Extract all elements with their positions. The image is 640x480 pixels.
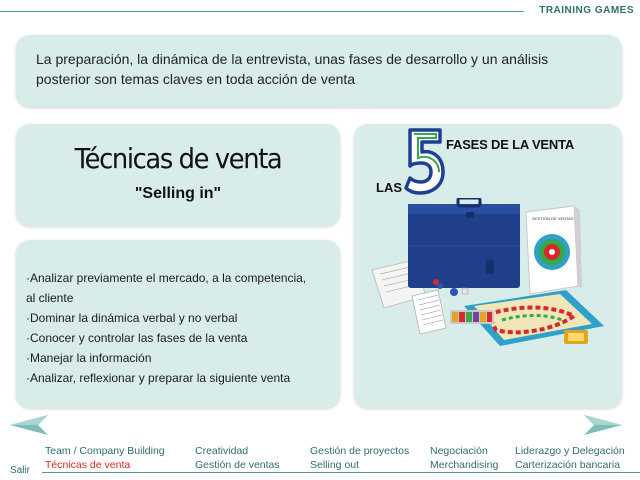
nav-link-liderazgo[interactable]: Liderazgo y Delegación [515,445,625,457]
game-kit-illustration [368,198,612,348]
intro-panel [16,35,622,107]
header-rule [0,11,524,12]
objectives-panel [16,240,340,408]
nav-link-negociacion[interactable]: Negociación [430,445,488,457]
logo-fases-text: FASES DE LA VENTA [446,137,575,152]
exit-link[interactable]: Salir [10,465,31,476]
course-subtitle: "Selling in" [134,185,222,202]
nav-link-gestion-de-proyectos[interactable]: Gestión de proyectos [310,445,410,457]
nav-link-carterizacion[interactable]: Carterización bancaria [515,459,621,471]
product-image-panel [354,124,622,408]
course-title-panel [16,124,340,226]
objectives-list [26,268,332,388]
objective-item: ·Dominar la dinámica verbal y no verbal [26,311,238,325]
nav-link-selling-out[interactable]: Selling out [310,459,360,471]
objective-item: ·Analizar previamente el mercado, a la competencia, [26,271,307,285]
course-title: Técnicas de venta [74,142,282,175]
brand-title: TRAINING GAMES [539,5,634,16]
arrow-left-icon[interactable] [10,413,48,437]
book-label: GESTIÓN DE VENTAS [532,216,574,221]
objective-item: ·Conocer y controlar las fases de la venta [26,331,248,345]
footer-rule [42,472,640,473]
objective-item: ·Analizar, reflexionar y preparar la siguiente venta [26,371,291,385]
objective-item: ·Manejar la información [26,351,152,365]
nav-link-team-building[interactable]: Team / Company Building [45,445,165,457]
nav-link-gestion-de-ventas[interactable]: Gestión de ventas [195,459,280,471]
five-logo-icon [404,126,446,196]
arrow-right-icon[interactable] [584,413,622,437]
nav-link-tecnicas-de-venta[interactable]: Técnicas de venta [45,459,131,471]
objective-item: al cliente [26,291,74,305]
nav-link-merchandising[interactable]: Merchandising [430,459,499,471]
logo-las-text: LAS [376,180,402,195]
intro-text: La preparación, la dinámica de la entrevista, unas fases de desarrollo y un análisis posterior son temas claves en toda acción de venta [36,51,549,87]
nav-link-creatividad[interactable]: Creatividad [195,445,249,457]
